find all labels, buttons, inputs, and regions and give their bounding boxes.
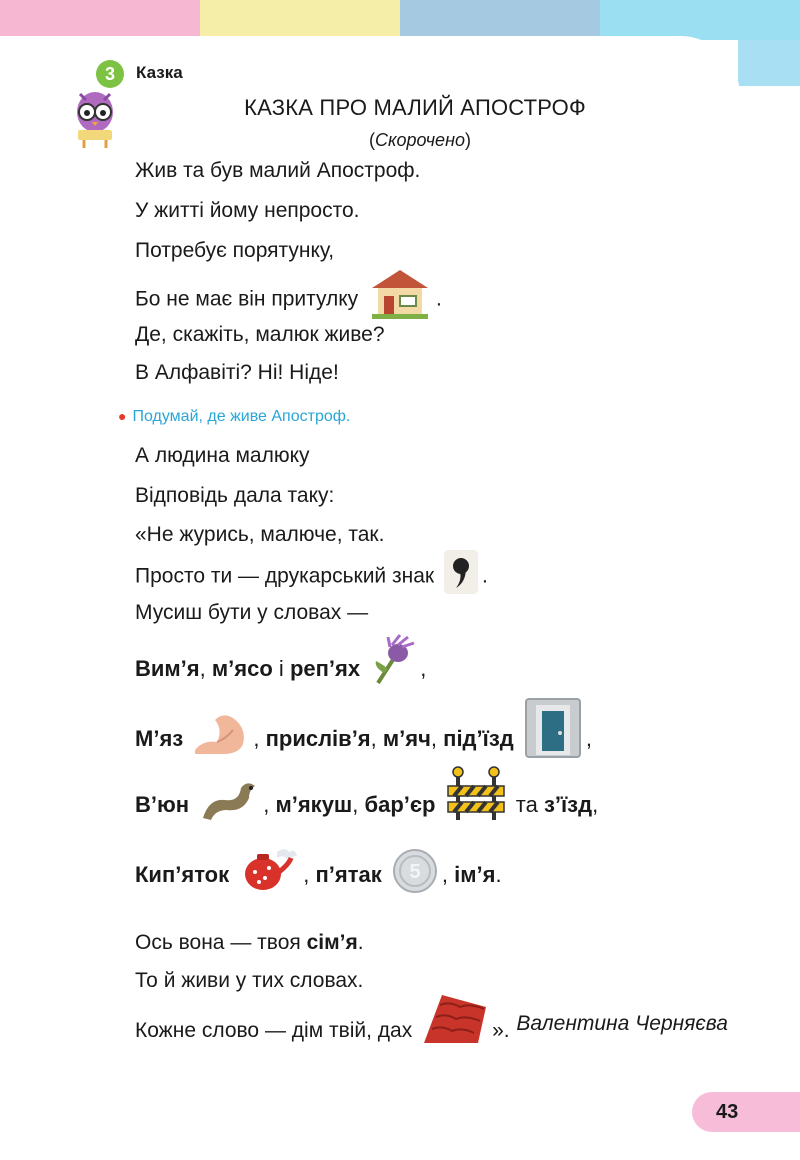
- poem-line: Де, скажіть, малюк живе?: [135, 323, 385, 346]
- header-bar-pink: [0, 0, 200, 40]
- section-number-badge: 3: [96, 60, 124, 88]
- period: .: [495, 861, 502, 887]
- poem-line-text: Бо не має він притулку: [135, 287, 359, 311]
- word: м’яч: [382, 725, 431, 751]
- poem-line-text: Просто ти — друкарський знак: [135, 564, 435, 588]
- prompt-text: Подумай, де живе Апостроф.: [132, 408, 351, 425]
- word: з’їзд: [543, 791, 593, 817]
- poem-line: [135, 930, 364, 955]
- word: під’їзд: [443, 725, 514, 751]
- poem-line: [135, 280, 442, 320]
- punctuation: .: [481, 564, 488, 588]
- poem-line: То й живи у тих словах.: [135, 969, 364, 992]
- header-bar-yellow: [200, 0, 400, 40]
- comma: ,: [592, 791, 599, 817]
- comma: ,: [253, 725, 260, 751]
- author: Валентина Черняєва: [516, 1012, 728, 1035]
- subtitle-open: (: [369, 130, 376, 150]
- word-line: [135, 790, 598, 822]
- word: реп’ях: [289, 655, 361, 681]
- entrance-door-icon: [524, 697, 582, 759]
- word: Вим’я: [135, 655, 200, 681]
- story-subtitle: [0, 130, 800, 151]
- comma: ,: [585, 725, 592, 751]
- word-line: [135, 655, 426, 685]
- poem-line: Відповідь дала таку:: [135, 484, 335, 507]
- story-title: КАЗКА ПРО МАЛИЙ АПОСТРОФ: [244, 95, 586, 120]
- comma: ,: [370, 725, 377, 751]
- bullet-icon: ●: [118, 408, 127, 424]
- apostrophe-icon: [444, 550, 478, 594]
- subtitle-close: ): [464, 130, 471, 150]
- question-prompt: [118, 408, 350, 426]
- comma: ,: [441, 861, 449, 887]
- punctuation: ».: [492, 1018, 510, 1042]
- thistle-icon: [370, 633, 416, 685]
- poem-line-last: [135, 985, 510, 1042]
- poem-line: А людина малюку: [135, 444, 310, 467]
- word: прислів’я: [265, 725, 371, 751]
- conjunction: і: [278, 655, 284, 681]
- header-bar-blue: [400, 0, 600, 40]
- header-bar-cyan: [600, 0, 800, 40]
- poem-line: В Алфавіті? Ні! Ніде!: [135, 361, 339, 384]
- word-line: [135, 858, 502, 894]
- poem-line: Потребує порятунку,: [135, 239, 335, 262]
- barrier-icon: [446, 766, 506, 822]
- header-color-bar: [0, 0, 800, 40]
- section-label: Казка: [136, 63, 183, 82]
- word: м’якуш: [275, 791, 353, 817]
- muscle-arm-icon: [193, 710, 249, 756]
- comma: ,: [430, 725, 438, 751]
- poem-line: [135, 560, 488, 594]
- punctuation: .: [436, 287, 442, 311]
- word: Кип’яток: [135, 861, 230, 887]
- word: бар’єр: [364, 791, 436, 817]
- comma: ,: [352, 791, 359, 817]
- page-number: 43: [692, 1092, 800, 1132]
- roof-tile-icon: [422, 993, 488, 1045]
- word-line: [135, 721, 592, 759]
- comma: ,: [303, 861, 310, 887]
- poem-line: «Не журись, малюче, так.: [135, 523, 385, 546]
- teapot-icon: [239, 844, 299, 892]
- word: м’ясо: [211, 655, 273, 681]
- poem-line: Жив та був малий Апостроф.: [135, 159, 421, 182]
- word: п’ятак: [315, 861, 382, 887]
- coin-icon: [392, 848, 438, 894]
- poem-line: У житті йому непросто.: [135, 199, 360, 222]
- subtitle-text: Скорочено: [375, 130, 465, 150]
- word: М’яз: [135, 725, 184, 751]
- word: ім’я: [454, 861, 496, 887]
- poem-line-text: Ось вона — твоя: [135, 931, 301, 954]
- svg-text:5: 5: [409, 861, 421, 883]
- house-icon: [368, 266, 432, 320]
- word: сім’я: [306, 931, 358, 954]
- poem-line-text: Кожне слово — дім твій, дах: [135, 1018, 413, 1042]
- conjunction: та: [515, 791, 538, 817]
- word: В’юн: [135, 791, 190, 817]
- comma: ,: [420, 655, 427, 681]
- comma: ,: [263, 791, 270, 817]
- poem-line: Мусиш бути у словах —: [135, 601, 369, 624]
- eel-icon: [199, 778, 259, 822]
- side-tab: [738, 40, 800, 86]
- comma: ,: [199, 655, 206, 681]
- period: .: [357, 931, 364, 954]
